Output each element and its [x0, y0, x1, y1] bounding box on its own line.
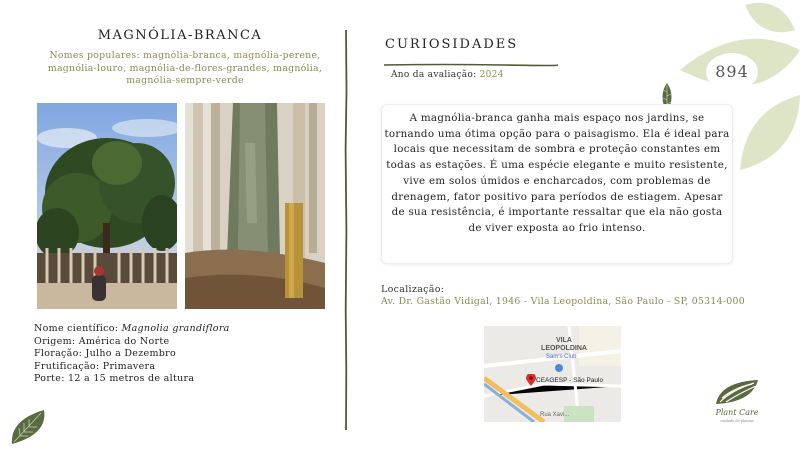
- location-address[interactable]: Av. Dr. Gastão Vidigal, 1946 - Vila Leopoldina, São Paulo - SP, 05314-000: [381, 296, 745, 307]
- evaluation-year: Ano da avaliação: 2024: [391, 70, 504, 80]
- plant-facts: [34, 323, 230, 386]
- vertical-divider: [343, 30, 349, 430]
- location-map[interactable]: [484, 326, 621, 422]
- location-label: Localização:: [381, 284, 445, 295]
- curiosities-title: CURIOSIDADES: [385, 37, 519, 52]
- popular-names: Nomes populares: magnólia-branca, magnólia-perene, magnólia-louro, magnólia-de-flores-grandes, magnólia, magnólia-sempre-verde: [47, 50, 323, 86]
- tree-photo: [37, 103, 177, 309]
- map-marker-label: CEAGESP - São Paulo: [536, 377, 604, 384]
- brand-tagline: cuidado de plantas: [720, 419, 754, 423]
- fruiting: Frutificação: Primavera: [34, 360, 156, 372]
- trunk-photo: [185, 103, 325, 309]
- scientific-name: Nome científico: Magnolia grandiflora: [34, 323, 230, 334]
- size: Porte: 12 a 15 metros de altura: [34, 373, 195, 384]
- flowering: Floração: Julho a Dezembro: [34, 348, 177, 359]
- leaf-icon: [8, 408, 48, 450]
- map-place-label: Sam's Club: [546, 354, 577, 360]
- curiosities-text: A magnólia-branca ganha mais espaço nos jardins, se tornando uma ótima opção para o paisagismo. Ela é ideal para locais que necessitam de sombra e proteção constantes em todas as estações. É uma espécie elegante e muito resistente, vive em solos úmidos e encharcados, com problemas de drenagem, fator positivo para períodos de estiagem. Apesar de sua resistência, é importante ressaltar que ela não gosta de viver exposta ao frio intenso.: [384, 112, 730, 234]
- map-pin-icon: [526, 371, 536, 383]
- brand-logo-icon: [712, 378, 762, 412]
- brand-name: Plant Care: [715, 408, 759, 417]
- plant-title: MAGNÓLIA-BRANCA: [97, 28, 263, 43]
- card-number: 894: [715, 62, 749, 81]
- map-street-label: Rua Xavi...: [540, 412, 570, 418]
- map-district-label: VILA LEOPOLDINA: [541, 337, 587, 352]
- origin: Origem: América do Norte: [34, 335, 170, 347]
